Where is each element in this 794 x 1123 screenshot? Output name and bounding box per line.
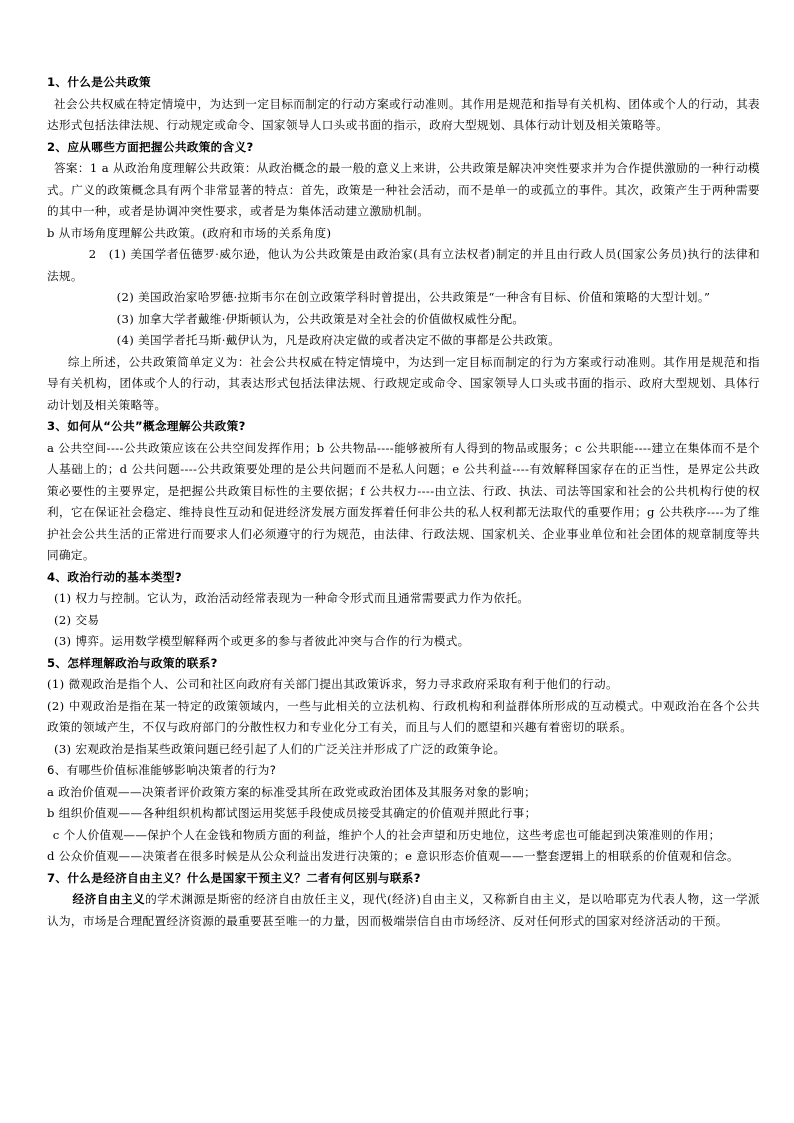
q1-heading: 1、什么是公共政策	[47, 75, 151, 89]
q3-heading: 3、如何从“公共”概念理解公共政策?	[47, 419, 246, 433]
q2-item-3: (3) 加拿大学者戴维·伊斯顿认为，公共政策是对全社会的价值做权威性分配。	[116, 311, 525, 326]
q6-item-c: c 个人价值观——保护个人在金钱和物质方面的利益，维护个人的社会声望和历史地位，这些考虑也可能起到决策准则的作用；	[52, 827, 721, 842]
q4-item-1: (1) 权力与控制。它认为，政治活动经常表现为一种命令形式而且通常需要武力作为依托。	[53, 591, 530, 605]
q2-item-2: (2) 美国政治家哈罗德·拉斯韦尔在创立政策学科时曾提出，公共政策是“一种含有目标、价值和策略的大型计划。”	[116, 290, 711, 304]
q5-item-3: (3) 宏观政治是指某些政策问题已经引起了人们的广泛关注并形成了广泛的政策争论。	[53, 741, 506, 756]
q6-heading: 6、有哪些价值标准能够影响决策者的行为?	[47, 763, 277, 777]
q2-heading: 2、应从哪些方面把握公共政策的含义?	[47, 139, 254, 154]
q3-body: a 公共空间----公共政策应该在公共空间发挥作用；b 公共物品----能够被所有人得到的物品或服务；c 公共职能----建立在集体而不是个人基础上的；d 公共问题----公共政策要处理的是公共问题而不是私人问题；e 公共利益----有效解释国家存在的正当性，是界定公共政策必要性的主要界定，是把握公共政策目标性的主要依据；f 公共权力----由立法、行政、执法、司法等国家和社会的公共机构行使的权利，它在保证社会稳定、维持良性互动和促进经济发展方面发挥着任何非公共的私人权利都无法取代的重要作用；g 公共秩序----为了维护社会公共生活的正常进行而要求人们必须遵守的行为规范，由法律、行政法规、国家机关、企业事业单位和社会团体的规章制度等共同确定。	[47, 440, 760, 562]
q6-item-b: b 组织价值观——各种组织机构都试图运用奖惩手段使成员接受其确定的价值观并照此行事；	[47, 806, 537, 820]
q5-item-2: (2) 中观政治是指在某一特定的政策领域内，一些与此相关的立法机构、行政机构和利益群体所形成的互动模式。中观政治在各个公共政策的领域产生，不仅与政府部门的分散性权力和专业化分工有关，而且与人们的愿望和兴趣有着密切的联系。	[47, 698, 760, 734]
q7-body-text: 的学术渊源是斯密的经济自由放任主义，现代(经济)自由主义，又称新自由主义，是以哈耶克为代表人物，这一学派认为，市场是合理配置经济资源的最重要甚至唯一的力量，因而极端崇信自由市场经济、反对任何形式的国家对经济活动的干预。	[47, 892, 761, 928]
q7-body	[47, 889, 760, 932]
q7-heading: 7、什么是经济自由主义？什么是国家干预主义？二者有何区别与联系?	[47, 870, 421, 885]
q6-item-a: a 政治价值观——决策者评价政策方案的标准受其所在政党或政治团体及其服务对象的影响；	[47, 784, 537, 799]
q4-item-3: (3) 博弈。运用数学模型解释两个或更多的参与者彼此冲突与合作的行为模式。	[53, 634, 470, 648]
q4-item-2: (2) 交易	[53, 612, 100, 627]
q5-item-1: (1) 微观政治是指个人、公司和社区向政府有关部门提出其政策诉求，努力寻求政府采取有利于他们的行动。	[47, 677, 618, 691]
q2-answer-a: 答案：1 a 从政治角度理解公共政策：从政治概念的最一般的意义上来讲，公共政策是解决冲突性要求并为合作提供激励的一种行动模式。广义的政策概念具有两个非常显著的特点：首先，政策是一种社会活动，而不是单一的或孤立的事件。其次，政策产生于两种需要的其中一种，或者是协调冲突性要求，或者是为集体活动建立激励机制。	[47, 161, 760, 218]
q1-body: 社会公共权威在特定情境中，为达到一定目标而制定的行动方案或行动准则。其作用是规范和指导有关机构、团体或个人的行动，其表达形式包括法律法规、行动规定或命令、国家领导人口头或书面的指示，政府大型规划、具体行动计划及相关策略等。	[47, 96, 760, 132]
q7-term: 经济自由主义	[72, 892, 146, 906]
q5-heading: 5、怎样理解政治与政策的联系?	[47, 655, 218, 670]
q2-summary: 综上所述，公共政策简单定义为：社会公共权威在特定情境中，为达到一定目标而制定的行为方案或行动准则。其作用是规范和指导有关机构，团体或个人的行动，其表达形式包括法律法规、行政规定或命令、国家领导人口头或书面的指示、政府大型规划、具体行动计划及相关策略等。	[47, 354, 760, 412]
q2-answer-b: b 从市场角度理解公共政策。(政府和市场的关系角度)	[47, 225, 332, 240]
q4-heading: 4、政治行动的基本类型?	[47, 569, 182, 584]
q2-item-4: (4) 美国学者托马斯·戴伊认为，凡是政府决定做的或者决定不做的事都是公共政策。	[116, 333, 561, 347]
q6-item-d: d 公众价值观——决策者在很多时候是从公众利益出发进行决策的；e 意识形态价值观——一整套逻辑上的相联系的价值观和信念。	[47, 849, 739, 863]
q2-item-1: 2 (1) 美国学者伍德罗·威尔逊，他认为公共政策是由政治家(具有立法权者)制定的并且由行政人员(国家公务员)执行的法律和法规。	[47, 247, 760, 283]
